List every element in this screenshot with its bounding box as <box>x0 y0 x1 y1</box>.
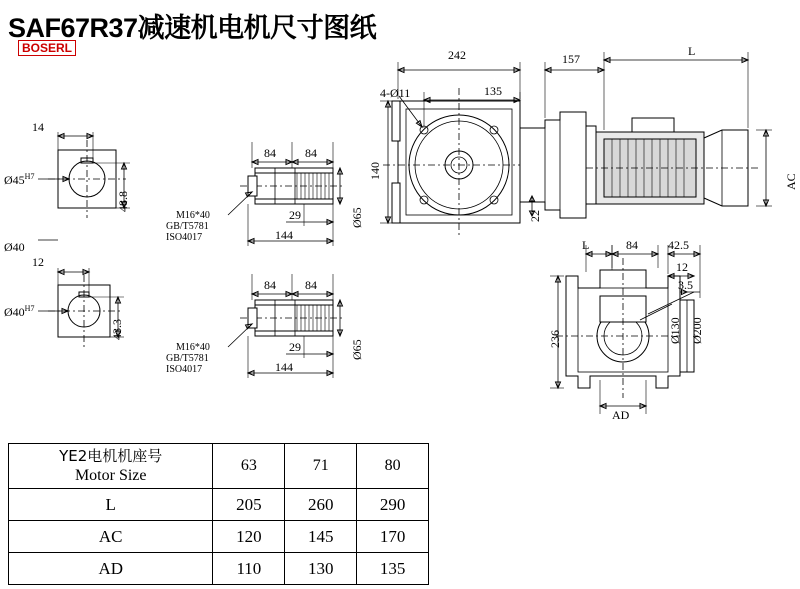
dim-48-8: 48.8 <box>116 191 130 212</box>
dim-236: 236 <box>548 330 562 348</box>
bolt-spec-top-line1: M16*40 <box>176 210 210 221</box>
gearbox-assembly-view <box>380 52 772 238</box>
table-row <box>9 521 429 553</box>
motor-size-table <box>8 443 429 585</box>
dim-42-5: 42.5 <box>668 238 689 252</box>
table-cell-AC-71: 145 <box>285 521 357 553</box>
dim-29-bottom: 29 <box>289 340 301 354</box>
dim-d40-top: Ø40 <box>4 240 25 254</box>
table-header-label <box>9 444 213 489</box>
table-row-label-AD: AD <box>9 553 213 585</box>
dim-L-top: L <box>688 44 696 58</box>
table-cell-AC-80: 170 <box>357 521 429 553</box>
dim-144-bottom: 144 <box>275 360 293 374</box>
table-cell-AC-63: 120 <box>213 521 285 553</box>
shaft-top-view <box>38 132 130 240</box>
dim-L-side: L <box>582 238 590 252</box>
table-cell-AD-71: 130 <box>285 553 357 585</box>
table-header-label-en: Motor Size <box>74 467 147 484</box>
table-row <box>9 444 429 489</box>
dim-22: 22 <box>528 210 542 222</box>
bolt-spec-bottom-line3: ISO4017 <box>166 364 203 375</box>
table-cell-L-71: 260 <box>285 489 357 521</box>
dim-84-b: 84 <box>305 146 317 160</box>
bolt-spec-top-line2: GB/T5781 <box>166 221 209 232</box>
table-header-size-2: 80 <box>357 444 429 489</box>
dim-AD: AD <box>612 408 630 422</box>
dim-d130: Ø130 <box>668 317 682 344</box>
brand-logo: BOSERL <box>18 40 76 56</box>
dim-d200: Ø200 <box>690 317 704 344</box>
dim-d65-bottom: Ø65 <box>350 339 364 360</box>
dim-144-top: 144 <box>275 228 293 242</box>
table-header-size-1: 71 <box>285 444 357 489</box>
dim-84-a: 84 <box>264 146 276 160</box>
dim-12: 12 <box>32 255 44 269</box>
dim-12-side: 12 <box>676 260 688 274</box>
bolt-spec-top-line3: ISO4017 <box>166 232 203 243</box>
table-cell-AD-63: 110 <box>213 553 285 585</box>
dim-AC: AC <box>784 173 798 190</box>
table-row <box>9 553 429 585</box>
dim-d40: $Ø40^{H7}$ <box>4 304 35 319</box>
dim-84-d: 84 <box>305 278 317 292</box>
dim-d45: $Ø45^{H7}$ <box>4 172 35 187</box>
page-title: SAF67R37减速机电机尺寸图纸 <box>8 13 377 43</box>
bolt-spec-bottom-line1: M16*40 <box>176 342 210 353</box>
dim-3-5: 3.5 <box>678 278 693 292</box>
table-cell-AD-80: 135 <box>357 553 429 585</box>
table-row-label-L: L <box>9 489 213 521</box>
dim-d65-top: Ø65 <box>350 207 364 228</box>
table-cell-L-80: 290 <box>357 489 429 521</box>
dim-140: 140 <box>368 162 382 180</box>
dim-43-3: 43.3 <box>110 319 124 340</box>
dim-29-top: 29 <box>289 208 301 222</box>
table-header-label-cn: YE2电机机座号 <box>59 447 163 465</box>
dim-135: 135 <box>484 84 502 98</box>
dim-84-side: 84 <box>626 238 638 252</box>
table-header-size-0: 63 <box>213 444 285 489</box>
dim-84-c: 84 <box>264 278 276 292</box>
table-cell-L-63: 205 <box>213 489 285 521</box>
table-row <box>9 489 429 521</box>
dim-157: 157 <box>562 52 580 66</box>
dim-4-d11: 4-Ø11 <box>380 86 411 100</box>
bolt-spec-bottom-line2: GB/T5781 <box>166 353 209 364</box>
dim-242: 242 <box>448 48 466 62</box>
dim-14: 14 <box>32 120 44 134</box>
table-row-label-AC: AC <box>9 521 213 553</box>
